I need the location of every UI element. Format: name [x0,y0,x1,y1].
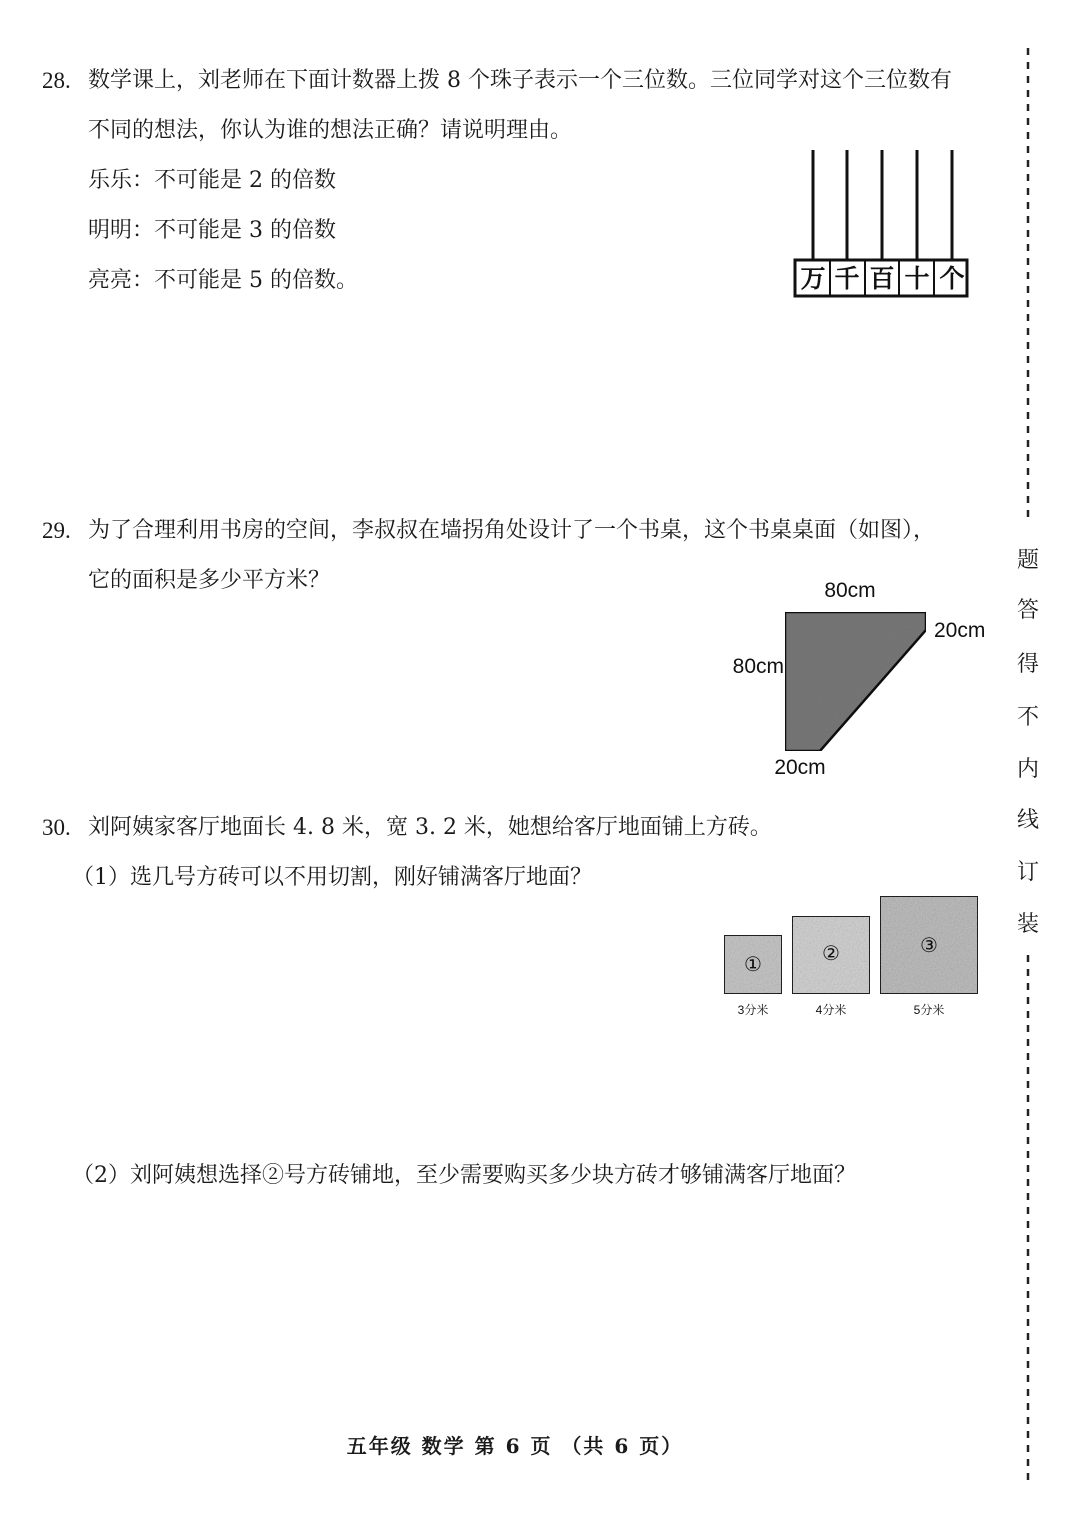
desk-diagram [720,575,1000,785]
abacus-label-wan: 万 [800,265,826,293]
side-char-bu: 不 [1016,705,1039,730]
side-char-zhuang: 装 [1016,912,1039,937]
side-char-ti: 题 [1016,548,1039,573]
q30-subquestion-1: （1）选几号方砖可以不用切割，刚好铺满客厅地面？ [72,865,592,890]
desk-dim-bottom: 20cm [774,756,826,779]
q28-text-line2: 不同的想法，你认为谁的想法正确？请说明理由。 [88,118,573,143]
side-char-de: 得 [1016,652,1039,677]
desk-dim-right: 20cm [934,619,986,642]
side-char-ding: 订 [1016,860,1039,885]
q29-text-line2: 它的面积是多少平方米？ [88,568,331,593]
tile-3-size: 5分米 [913,1003,945,1017]
q30-text-line1: 刘阿姨家客厅地面长 4. 8 米，宽 3. 2 米，她想给客厅地面铺上方砖。 [88,815,772,840]
q30-number: 30. [42,815,71,840]
abacus-label-bai: 百 [869,265,895,293]
tile-3-number: ③ [920,933,938,957]
desk-top-shape [785,612,926,751]
tile-2-number: ② [822,941,840,965]
q28-opinion-liangliang: 亮亮：不可能是 5 的倍数。 [88,268,358,293]
abacus-label-shi: 十 [904,265,930,293]
q29-text-line1: 为了合理利用书房的空间，李叔叔在墙拐角处设计了一个书桌，这个书桌桌面（如图）， [88,518,936,543]
tiles-diagram [715,890,990,1025]
page-footer: 五年级 数学 第 6 页 （共 6 页） [346,1434,684,1458]
side-char-nei: 内 [1016,757,1039,782]
desk-dim-left: 80cm [732,655,784,678]
q29-number: 29. [42,518,71,543]
side-char-da: 答 [1016,598,1039,623]
abacus-diagram [790,145,975,305]
tile-1-number: ① [744,952,762,976]
q28-opinion-lele: 乐乐：不可能是 2 的倍数 [88,168,336,193]
q28-number: 28. [42,68,71,93]
abacus-label-qian: 千 [834,265,860,293]
side-char-xian: 线 [1016,808,1039,833]
q28-opinion-mingming: 明明：不可能是 3 的倍数 [88,218,336,243]
tile-1-size: 3分米 [737,1003,769,1017]
q30-subquestion-2: （2）刘阿姨想选择②号方砖铺地，至少需要购买多少块方砖才够铺满客厅地面？ [72,1163,856,1188]
tile-2-size: 4分米 [815,1003,847,1017]
q28-text-line1: 数学课上，刘老师在下面计数器上拨 8 个珠子表示一个三位数。三位同学对这个三位数有 [88,68,952,93]
desk-dim-top: 80cm [824,579,876,602]
abacus-label-ge: 个 [939,265,965,293]
